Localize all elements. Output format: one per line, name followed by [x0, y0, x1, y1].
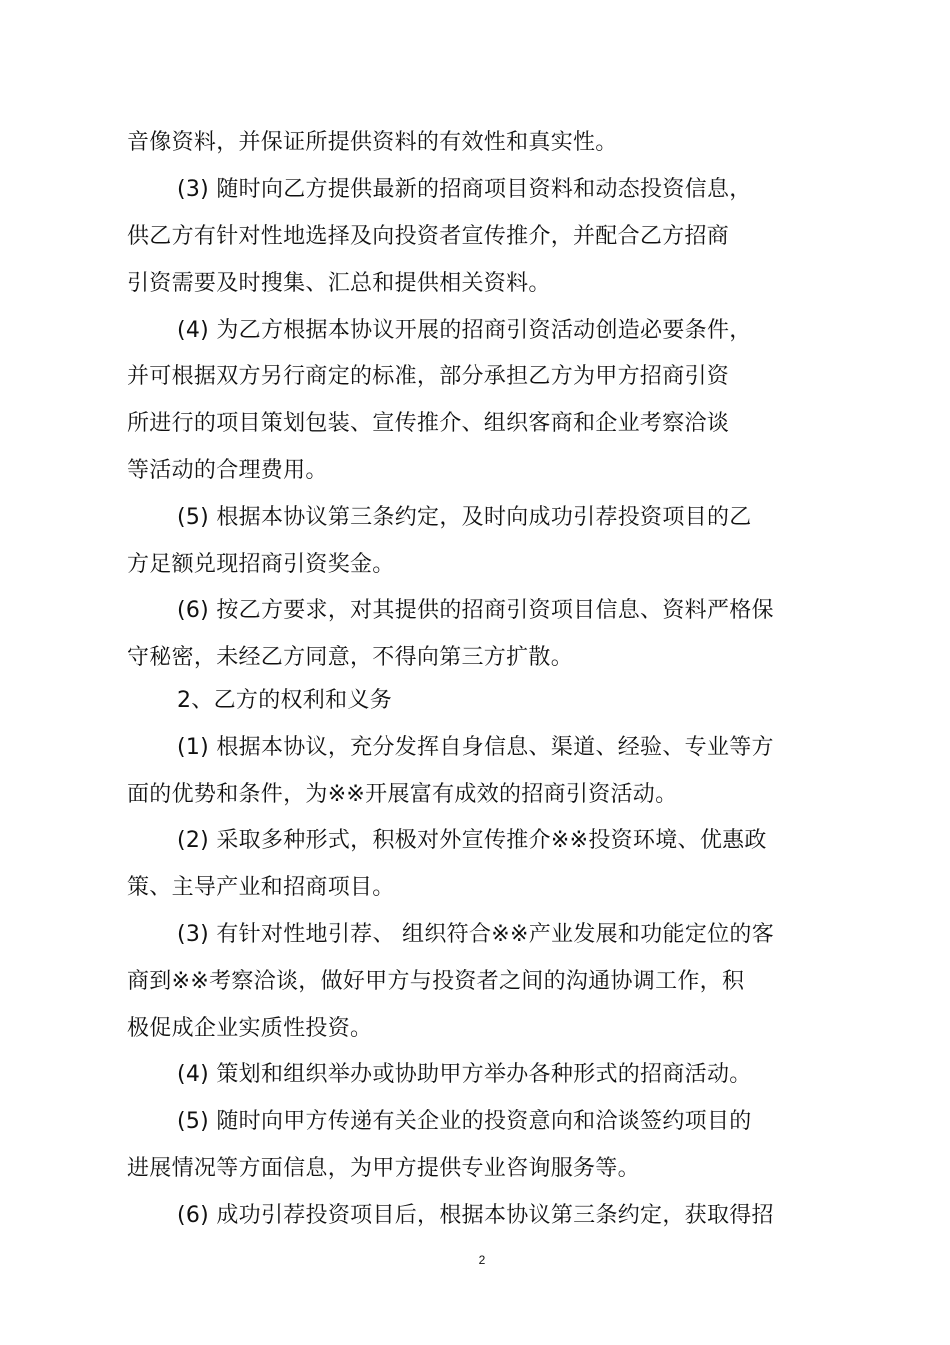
- text-line: 并可根据双方另行商定的标准，部分承担乙方为甲方招商引资: [127, 364, 730, 389]
- text-line: 面的优势和条件，为※※开展富有成效的招商引资活动。: [127, 782, 678, 807]
- text-line: 策、主导产业和招商项目。: [127, 875, 395, 900]
- text-line: (4) 为乙方根据本协议开展的招商引资活动创造必要条件，: [177, 318, 752, 343]
- text-line: 进展情况等方面信息，为甲方提供专业咨询服务等。: [127, 1156, 640, 1181]
- text-line: (6) 成功引荐投资项目后，根据本协议第三条约定，获取得招: [177, 1203, 774, 1228]
- text-line: 引资需要及时搜集、汇总和提供相关资料。: [127, 271, 551, 296]
- text-line: 方足额兑现招商引资奖金。: [127, 552, 395, 577]
- text-line: (5) 随时向甲方传递有关企业的投资意向和洽谈签约项目的: [177, 1109, 752, 1134]
- text-line: (2) 采取多种形式，积极对外宣传推介※※投资环境、优惠政: [177, 828, 767, 853]
- text-line: (5) 根据本协议第三条约定，及时向成功引荐投资项目的乙: [177, 505, 752, 530]
- text-line: 极促成企业实质性投资。: [127, 1016, 373, 1041]
- page-number: 2: [478, 1253, 486, 1267]
- text-line: 商到※※考察洽谈，做好甲方与投资者之间的沟通协调工作，积: [127, 969, 745, 994]
- text-line: (4) 策划和组织举办或协助甲方举办各种形式的招商活动。: [177, 1062, 752, 1087]
- text-line: 等活动的合理费用。: [127, 458, 328, 483]
- text-line: (3) 随时向乙方提供最新的招商项目资料和动态投资信息，: [177, 177, 752, 202]
- text-line: 音像资料，并保证所提供资料的有效性和真实性。: [127, 130, 618, 155]
- text-line: 守秘密，未经乙方同意，不得向第三方扩散。: [127, 645, 574, 670]
- text-line: 所进行的项目策划包装、宣传推介、组织客商和企业考察洽谈: [127, 411, 730, 436]
- text-line: (3) 有针对性地引荐、 组织符合※※产业发展和功能定位的客: [177, 922, 775, 947]
- text-line: 供乙方有针对性地选择及向投资者宣传推介，并配合乙方招商: [127, 224, 730, 249]
- text-line: (1) 根据本协议，充分发挥自身信息、渠道、经验、专业等方: [177, 735, 774, 760]
- text-line: (6) 按乙方要求，对其提供的招商引资项目信息、资料严格保: [177, 598, 774, 623]
- section-heading: 2、乙方的权利和义务: [177, 688, 392, 713]
